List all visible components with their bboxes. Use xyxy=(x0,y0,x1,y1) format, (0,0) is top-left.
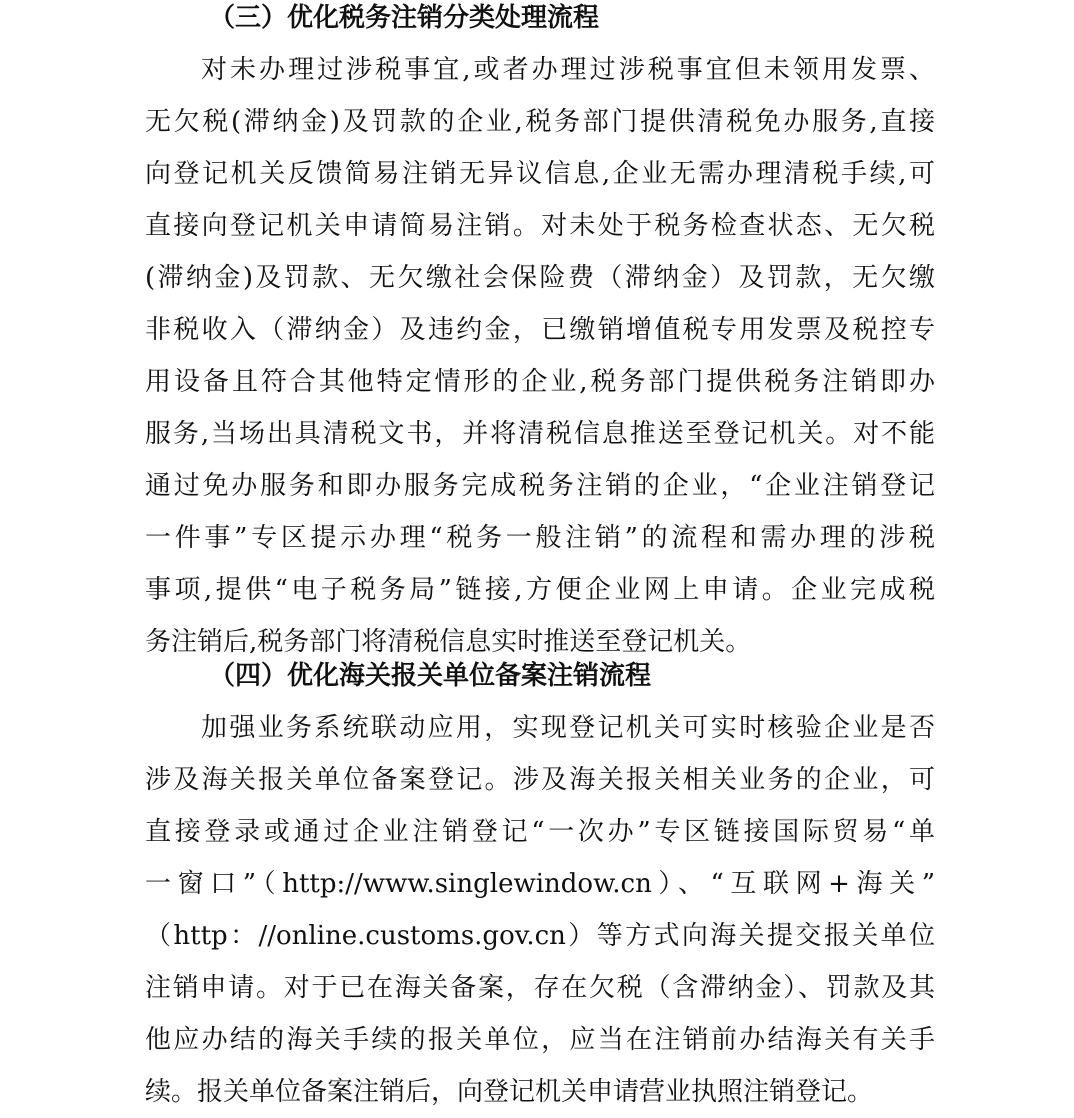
section-heading: （三）优化税务注销分类处理流程 xyxy=(209,3,600,33)
paragraph-line: （http：//online.customs.gov.cn）等方式向海关提交报关单位 xyxy=(145,921,935,951)
paragraph-line: 一件事”专区提示办理“税务一般注销”的流程和需办理的涉税 xyxy=(145,523,935,553)
paragraph-line: 非税收入（滞纳金）及违约金，已缴销增值税专用发票及税控专 xyxy=(145,315,935,345)
paragraph-line: 他应办结的海关手续的报关单位，应当在注销前办结海关有关手 xyxy=(145,1025,935,1055)
paragraph-line: 事项,提供“电子税务局”链接,方便企业网上申请。企业完成税 xyxy=(145,575,935,605)
paragraph-line: 用设备且符合其他特定情形的企业,税务部门提供税务注销即办 xyxy=(145,367,935,397)
paragraph-line: 一窗口”（http://www.singlewindow.cn）、“互联网+海关” xyxy=(145,869,935,899)
paragraph-line: 直接向登记机关申请简易注销。对未处于税务检查状态、无欠税 xyxy=(145,211,935,241)
section-heading: （四）优化海关报关单位备案注销流程 xyxy=(209,661,652,691)
paragraph-line: 对未办理过涉税事宜,或者办理过涉税事宜但未领用发票、 xyxy=(201,55,935,85)
paragraph-line: 通过免办服务和即办服务完成税务注销的企业，“企业注销登记 xyxy=(145,471,935,501)
document-page xyxy=(145,0,935,1118)
paragraph-line: 无欠税(滞纳金)及罚款的企业,税务部门提供清税免办服务,直接 xyxy=(145,107,935,137)
paragraph-line: 涉及海关报关单位备案登记。涉及海关报关相关业务的企业，可 xyxy=(145,765,935,795)
paragraph-line: 续。报关单位备案注销后，向登记机关申请营业执照注销登记。 xyxy=(145,1077,874,1107)
paragraph-line: 直接登录或通过企业注销登记“一次办”专区链接国际贸易“单 xyxy=(145,817,935,847)
paragraph-line: 加强业务系统联动应用，实现登记机关可实时核验企业是否 xyxy=(201,713,935,743)
paragraph-line: 注销申请。对于已在海关备案，存在欠税（含滞纳金）、罚款及其 xyxy=(145,973,935,1003)
paragraph-line: 向登记机关反馈简易注销无异议信息,企业无需办理清税手续,可 xyxy=(145,159,935,189)
paragraph-line: 务注销后,税务部门将清税信息实时推送至登记机关。 xyxy=(145,627,752,657)
paragraph-line: (滞纳金)及罚款、无欠缴社会保险费（滞纳金）及罚款，无欠缴 xyxy=(145,263,935,293)
paragraph-line: 服务,当场出具清税文书，并将清税信息推送至登记机关。对不能 xyxy=(145,419,935,449)
